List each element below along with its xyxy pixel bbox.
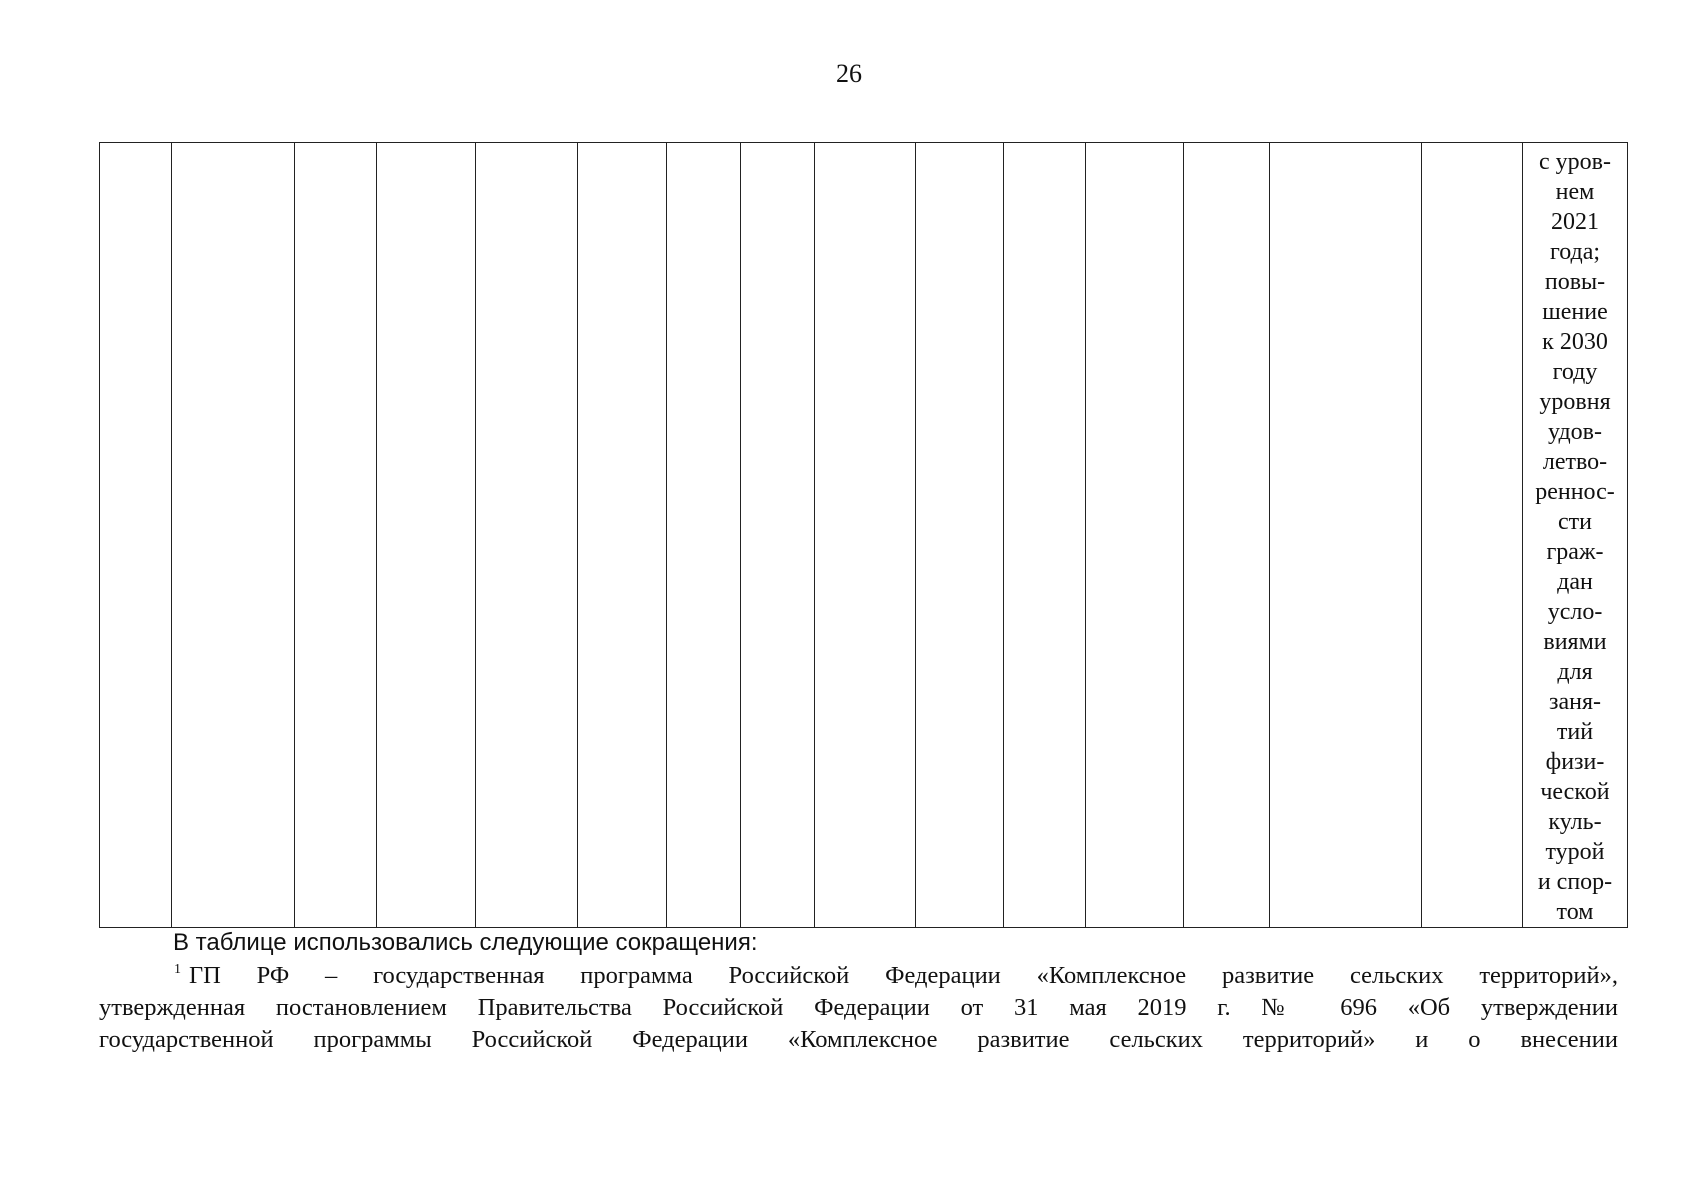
indicator-text-line: уровня: [1539, 389, 1611, 415]
indicator-text-line: сти: [1558, 509, 1592, 535]
indicator-text-line: заня-: [1548, 689, 1601, 715]
footnote-line: утвержденная постановлением Правительства Российской Федерации от 31 мая 2019 г. № 696 «Об утверждении: [99, 994, 1618, 1021]
indicator-text-line: куль-: [1548, 809, 1602, 835]
table-cell-col-3: [295, 143, 377, 928]
table-cell-col-6: [578, 143, 667, 928]
footnote: [99, 960, 1618, 1056]
indicator-text-line: повы-: [1544, 269, 1606, 295]
footnote-mark: 1: [174, 962, 181, 977]
indicator-text-line: физи-: [1545, 749, 1605, 775]
indicator-text-line: года;: [1549, 239, 1601, 265]
table-cell-col-7: [667, 143, 741, 928]
indicator-text-line: для: [1557, 659, 1593, 685]
table-cell-col-5: [476, 143, 578, 928]
indicator-text-line: шение: [1542, 299, 1608, 325]
indicator-text-line: нем: [1555, 179, 1595, 205]
indicator-text-line: дан: [1557, 569, 1593, 595]
indicator-text-line: с уров-: [1539, 149, 1611, 175]
indicator-text-line: 2021: [1551, 209, 1599, 235]
footnote-line-text: ГП РФ – государственная программа Российской Федерации «Комплексное развитие сельских территорий»,: [189, 962, 1618, 989]
table-cell-col-9: [815, 143, 916, 928]
indicator-text-line: турой: [1545, 839, 1605, 865]
table-cell-col-16: [1523, 143, 1628, 928]
data-table: [99, 142, 1628, 928]
page-number: 26: [836, 59, 862, 88]
indicator-text-line: к 2030: [1542, 329, 1608, 355]
indicator-text-line: и спор-: [1537, 869, 1613, 895]
indicator-text-line: граж-: [1546, 539, 1604, 565]
indicator-text-line: ческой: [1540, 779, 1610, 805]
table-cell-col-13: [1184, 143, 1270, 928]
table-cell-col-14: [1270, 143, 1422, 928]
table-cell-col-2: [172, 143, 295, 928]
indicator-text-line: том: [1556, 899, 1594, 925]
indicator-text-line: году: [1552, 359, 1598, 385]
table-cell-col-15: [1422, 143, 1523, 928]
footnote-line: государственной программы Российской Федерации «Комплексное развитие сельских территорий» и о внесении: [99, 1026, 1618, 1053]
indicator-text-line: реннос-: [1535, 479, 1615, 505]
table-row: [100, 143, 1628, 928]
footnote-line: [99, 960, 1618, 992]
table-cell-col-10: [916, 143, 1004, 928]
indicator-text-line: удов-: [1547, 419, 1603, 445]
indicator-text-line: усло-: [1547, 599, 1603, 625]
table-cell-col-11: [1004, 143, 1086, 928]
indicator-text-line: виями: [1543, 629, 1607, 655]
table-cell-col-8: [741, 143, 815, 928]
table-cell-col-4: [377, 143, 476, 928]
indicator-text-line: тий: [1556, 719, 1594, 745]
indicator-text: [1523, 143, 1627, 927]
abbreviations-heading: В таблице использовались следующие сокращения:: [173, 929, 758, 956]
table-cell-col-1: [100, 143, 172, 928]
indicator-text-line: летво-: [1542, 449, 1608, 475]
table-cell-col-12: [1086, 143, 1184, 928]
